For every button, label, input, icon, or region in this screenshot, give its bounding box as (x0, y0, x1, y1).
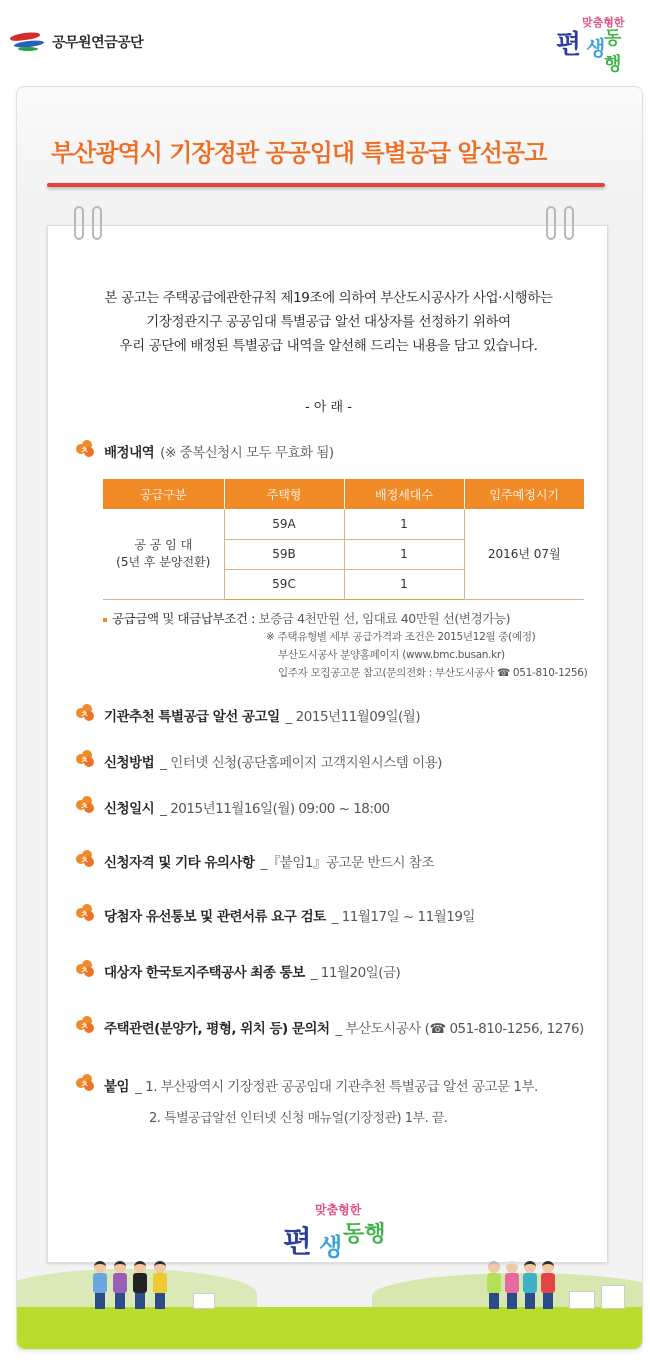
brand-dh-text: 동행 (343, 1222, 386, 1247)
notice-card (16, 86, 643, 1350)
housing-type-cell: 59B (224, 539, 344, 569)
footer-illustration (17, 1239, 642, 1349)
conditions-label: 공급금액 및 대금납부조건 : (112, 611, 255, 626)
section-item (48, 850, 609, 870)
supply-type-line: (5년 후 분양전환) (116, 554, 211, 569)
house-icon (193, 1293, 215, 1309)
bullet-flower-icon: ㅊ (76, 1016, 96, 1034)
title-underline (47, 183, 605, 187)
bullet-flower-icon: ㅊ (76, 704, 96, 722)
section-value: _ 11월20일(금) (310, 965, 401, 981)
column-header: 주택형 (224, 479, 344, 509)
brand-big-text: 편 (283, 1225, 312, 1260)
house-icon (569, 1291, 595, 1309)
person-icon (93, 1261, 107, 1309)
section-value: _『붙임1』공고문 반드시 참조 (260, 855, 434, 871)
column-header: 입주예정시기 (464, 479, 584, 509)
intro-line: 우리 공단에 배정된 특별공급 내역을 알선해 드리는 내용을 담고 있습니다. (119, 338, 538, 354)
page-header (0, 0, 650, 84)
binder-ring-icon (546, 206, 556, 240)
section-label: 당첨자 유선통보 및 관련서류 요구 검토 _ 11월17일 ~ 11월19일 (104, 909, 475, 925)
supply-type-line: 공 공 임 대 (134, 537, 193, 552)
notice-paper (47, 225, 608, 1263)
supply-type-cell (103, 509, 224, 599)
binder-ring-icon (564, 206, 574, 240)
brand-small-text: 맞춤형한 (582, 16, 625, 29)
grass-band (17, 1307, 642, 1349)
intro-line: 기장정관지구 공공임대 특별공급 알선 대상자를 선정하기 위하여 (146, 314, 511, 330)
housing-type-cell: 59A (224, 509, 344, 539)
person-icon (505, 1261, 519, 1309)
column-header: 공급구분 (103, 479, 224, 509)
section-item (48, 1074, 609, 1094)
org-name: 공무원연금공단 (52, 35, 144, 51)
section-value: _ 부산도시공사 (☎ 051-810-1256, 1276) (335, 1021, 584, 1037)
unit-count-cell: 1 (344, 509, 464, 539)
section-item (48, 796, 609, 816)
notice-title: 부산광역시 기장정관 공공임대 특별공급 알선공고 (51, 139, 547, 167)
intro-line: 본 공고는 주택공급에관한규칙 제19조에 의하여 부산도시공사가 사업·시행하는 (104, 290, 553, 306)
bullet-flower-icon: ㅊ (76, 904, 96, 922)
bullet-square-icon (103, 618, 107, 622)
housing-type-cell: 59C (224, 569, 344, 599)
binder-ring-icon (74, 206, 84, 240)
section-value: _ 2015년11월09일(월) (285, 709, 421, 725)
brand-sg-text: 생 (319, 1233, 343, 1261)
unit-count-cell: 1 (344, 569, 464, 599)
section-label: 배정내역 (※ 중복신청시 모두 무효화 됨) (104, 445, 334, 461)
person-icon (133, 1261, 147, 1309)
unit-count-cell: 1 (344, 539, 464, 569)
section-label: 기관추천 특별공급 알선 공고일 _ 2015년11월09일(월) (104, 709, 421, 725)
conditions-line (103, 609, 510, 627)
bullet-flower-icon: ㅊ (76, 850, 96, 868)
bullet-flower-icon: ㅊ (76, 440, 96, 458)
binder-ring-icon (92, 206, 102, 240)
column-header: 배정세대수 (344, 479, 464, 509)
brand-logo-top (552, 14, 632, 78)
bullet-flower-icon: ㅊ (76, 796, 96, 814)
brand-sg-text: 생 (586, 36, 606, 60)
org-logo[interactable] (8, 31, 143, 53)
attachment-line: 2. 특별공급알선 인터넷 신청 매뉴얼(기장정관) 1부. 끝. (149, 1111, 448, 1126)
table-row (103, 509, 584, 539)
brand-small-text: 맞춤형한 (315, 1203, 362, 1217)
section-item (48, 1016, 609, 1036)
sub-note: 입주자 모집공고문 참고(문의전화 : 부산도시공사 ☎ 051-810-1256) (278, 667, 588, 679)
allocation-table (103, 479, 584, 600)
section-item (48, 704, 609, 724)
section-value: _ 2015년11월16일(월) 09:00 ~ 18:00 (160, 801, 390, 817)
section-label: 주택관련(분양가, 평형, 위치 등) 문의처 _ 부산도시공사 (☎ 051-810-1256, 1276) (104, 1021, 584, 1037)
person-icon (523, 1261, 537, 1309)
bullet-flower-icon: ㅊ (76, 960, 96, 978)
section-item (48, 960, 609, 980)
person-icon (153, 1261, 167, 1309)
sub-note: 부산도시공사 분양홈페이지 (www.bmc.busan.kr) (278, 649, 505, 661)
sub-note: ※ 주택유형별 세부 공급가격과 조건은 2015년12월 중(예정) (266, 631, 536, 643)
person-icon (487, 1261, 501, 1309)
section-label: 신청자격 및 기타 유의사항 _『붙임1』공고문 반드시 참조 (104, 855, 434, 871)
section-label: 신청일시 _ 2015년11월16일(월) 09:00 ~ 18:00 (104, 801, 390, 817)
bullet-flower-icon: ㅊ (76, 1074, 96, 1092)
org-logo-icon (8, 31, 48, 53)
section-value: _ 인터넷 신청(공단홈페이지 고객지원시스템 이용) (160, 755, 442, 771)
person-icon (113, 1261, 127, 1309)
move-in-cell: 2016년 07월 (464, 509, 584, 599)
section-allocation (48, 440, 609, 460)
intro-text (48, 286, 609, 358)
section-label: 붙임 _ 1. 부산광역시 기장정관 공공임대 기관추천 특별공급 알선 공고문 1부. (104, 1079, 538, 1095)
section-item (48, 750, 609, 770)
bullet-flower-icon: ㅊ (76, 750, 96, 768)
brand-dh-text: 동행 (604, 28, 622, 75)
brand-big-text: 편 (556, 30, 582, 60)
person-icon (541, 1261, 555, 1309)
section-note: (※ 중복신청시 모두 무효화 됨) (160, 445, 334, 461)
section-value: _ 11월17일 ~ 11월19일 (331, 909, 475, 925)
section-item (48, 904, 609, 924)
house-icon (601, 1285, 625, 1309)
conditions-value: 보증금 4천만원 선, 임대료 40만원 선(변경가능) (258, 611, 511, 626)
table-header-row (103, 479, 584, 509)
section-label: 신청방법 _ 인터넷 신청(공단홈페이지 고객지원시스템 이용) (104, 755, 442, 771)
section-value: _ 1. 부산광역시 기장정관 공공임대 기관추천 특별공급 알선 공고문 1부. (135, 1079, 538, 1095)
section-label: 대상자 한국토지주택공사 최종 통보 _ 11월20일(금) (104, 965, 401, 981)
arae-heading: - 아 래 - (305, 400, 352, 415)
